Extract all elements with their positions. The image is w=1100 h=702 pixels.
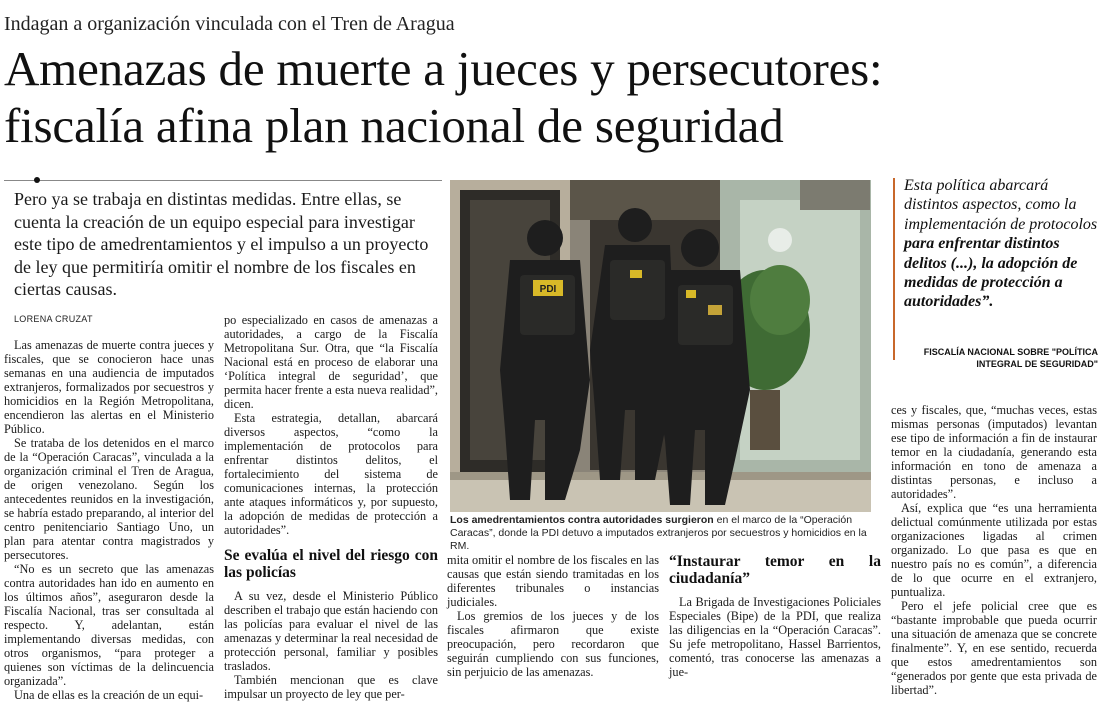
body-column-2 (224, 313, 438, 701)
headline-line-2: fiscalía afina plan nacional de seguridad (4, 98, 784, 153)
pullquote-bar (893, 178, 895, 360)
paragraph: A su vez, desde el Ministerio Público describen el trabajo que están haciendo con las policías para evaluar el nivel de las amenazas y determinar la real necesidad de protección personal, familiar y posibles traslados. (224, 589, 438, 673)
pullquote-source: FISCALÍA NACIONAL SOBRE "POLÍTICA INTEGRAL DE SEGURIDAD" (923, 347, 1098, 369)
subhead-instaurar-temor: “Instaurar temor en la ciudadanía” (669, 553, 881, 587)
lead-rule-dot (34, 177, 40, 183)
badge-text: PDI (539, 284, 557, 295)
subhead-riesgo: Se evalúa el nivel del riesgo con las policías (224, 547, 438, 581)
paragraph: Una de ellas es la creación de un equi- (14, 688, 204, 702)
paragraph: Así, explica que “es una herramienta delictual comúnmente utilizada por estas organizaciones ligadas al crimen organizado. Lo que pasa es que en nuestro país no es común”, a diferencia de lo que ocurre en el extranjero, puntualiza. (891, 501, 1097, 599)
photo-caption (450, 514, 874, 553)
body-column-1 (4, 338, 214, 702)
pullquote-emphasis: para enfrentar distintos delitos (...), la adopción de medidas de protección a autoridades”. (904, 235, 1078, 311)
headline (4, 40, 1094, 154)
body-column-4 (669, 553, 881, 679)
lead-rule (4, 180, 442, 181)
paragraph: po especializado en casos de amenazas a autoridades, a cargo de la Fiscalía Metropolitana Sur. Otra, que “la Fiscalía Nacional está en proceso de elaborar una ‘Política integral de seguridad’, que permita hacer frente a esta nueva realidad”, dicen. (224, 313, 438, 411)
pullquote (904, 176, 1100, 312)
news-photo (450, 180, 871, 512)
paragraph: mita omitir el nombre de los fiscales en las causas que están siendo tramitadas en los diferentes tribunales o instancias judiciales. (447, 553, 659, 609)
caption-text: en el marco de la “Operación Caracas”, donde la PDI detuvo a imputados extranjeros por secuestros y homicidios en la RM. (450, 514, 867, 552)
police-officers-photo-illustration (450, 180, 871, 512)
headline-line-1: Amenazas de muerte a jueces y persecutores: (4, 41, 883, 96)
body-column-5 (891, 403, 1097, 697)
kicker: Indagan a organización vinculada con el Tren de Aragua (4, 13, 455, 35)
paragraph: Pero el jefe policial cree que es “bastante improbable que pueda ocurrir una situación de amenaza que se concrete finalmente”. Y, en ese sentido, recuerda que estos amedrentamientos son “generados por gente que esta privada de libertad”. (891, 599, 1097, 697)
caption-bold: Los amedrentamientos contra autoridades surgieron (450, 514, 714, 526)
lead-paragraph: Pero ya se trabaja en distintas medidas. Entre ellas, se cuenta la creación de un equipo especial para investigar este tipo de amedrentamientos y el impulso a un proyecto de ley que permitiría omitir el nombre de los fiscales en ciertas causas. (14, 189, 429, 299)
paragraph: ces y fiscales, que, “muchas veces, estas mismas personas (imputados) levantan ese tipo de información a fin de instaurar temor en la ciudadanía, generando esta información en tono de amenaza a distintas personas, e incluso a autoridades”. (891, 403, 1097, 501)
paragraph: Esta estrategia, detallan, abarcará diversos aspectos, “como la implementación de protocolos para enfrentar distintos delitos, el fortalecimiento del sistema de comunicaciones internas, la protección ante ataques informáticos y, por supuesto, la adopción de medidas de protección a autoridades”. (224, 411, 438, 537)
paragraph: “No es un secreto que las amenazas contra autoridades han ido en aumento en los últimos años”, aseguraron desde la Fiscalía Nacional, tras ser consultada al respecto. Y, adelantan, están implementando diversas medidas, con otros organismos, “para proteger a quienes son víctimas de la delincuencia organizada”. (4, 562, 214, 688)
paragraph: Se trataba de los detenidos en el marco de la “Operación Caracas”, vinculada a la organización criminal el Tren de Aragua, de origen venezolano. Según los antecedentes reunidos en la investigación, se habría estado preparando, al interior del centro penitenciario Santiago Uno, un plan para atentar contra magistrados y persecutores. (4, 436, 214, 562)
paragraph: Los gremios de los jueces y de los fiscales afirmaron que existe preocupación, pero recordaron que seguirán cumpliendo con sus funciones, sin perjuicio de las amenazas. (447, 609, 659, 679)
paragraph: Las amenazas de muerte contra jueces y fiscales, que se conocieron hace unas semanas en una audiencia de imputados extranjeros, formalizados por secuestros y homicidios en la Región Metropolitana, encendieron las alertas en el Ministerio Público. (4, 338, 214, 436)
paragraph: La Brigada de Investigaciones Policiales Especiales (Bipe) de la PDI, que realiza las diligencias en la “Operación Caracas”. Su jefe metropolitano, Hassel Barrientos, comentó, tras conocerse las amenazas a jue- (669, 595, 881, 679)
body-column-3 (447, 553, 659, 679)
pullquote-text: Esta política abarcará distintos aspectos, como la implementación de protocolos (904, 177, 1098, 233)
paragraph: También mencionan que es clave impulsar un proyecto de ley que per- (224, 673, 438, 701)
byline: LORENA CRUZAT (14, 314, 93, 324)
